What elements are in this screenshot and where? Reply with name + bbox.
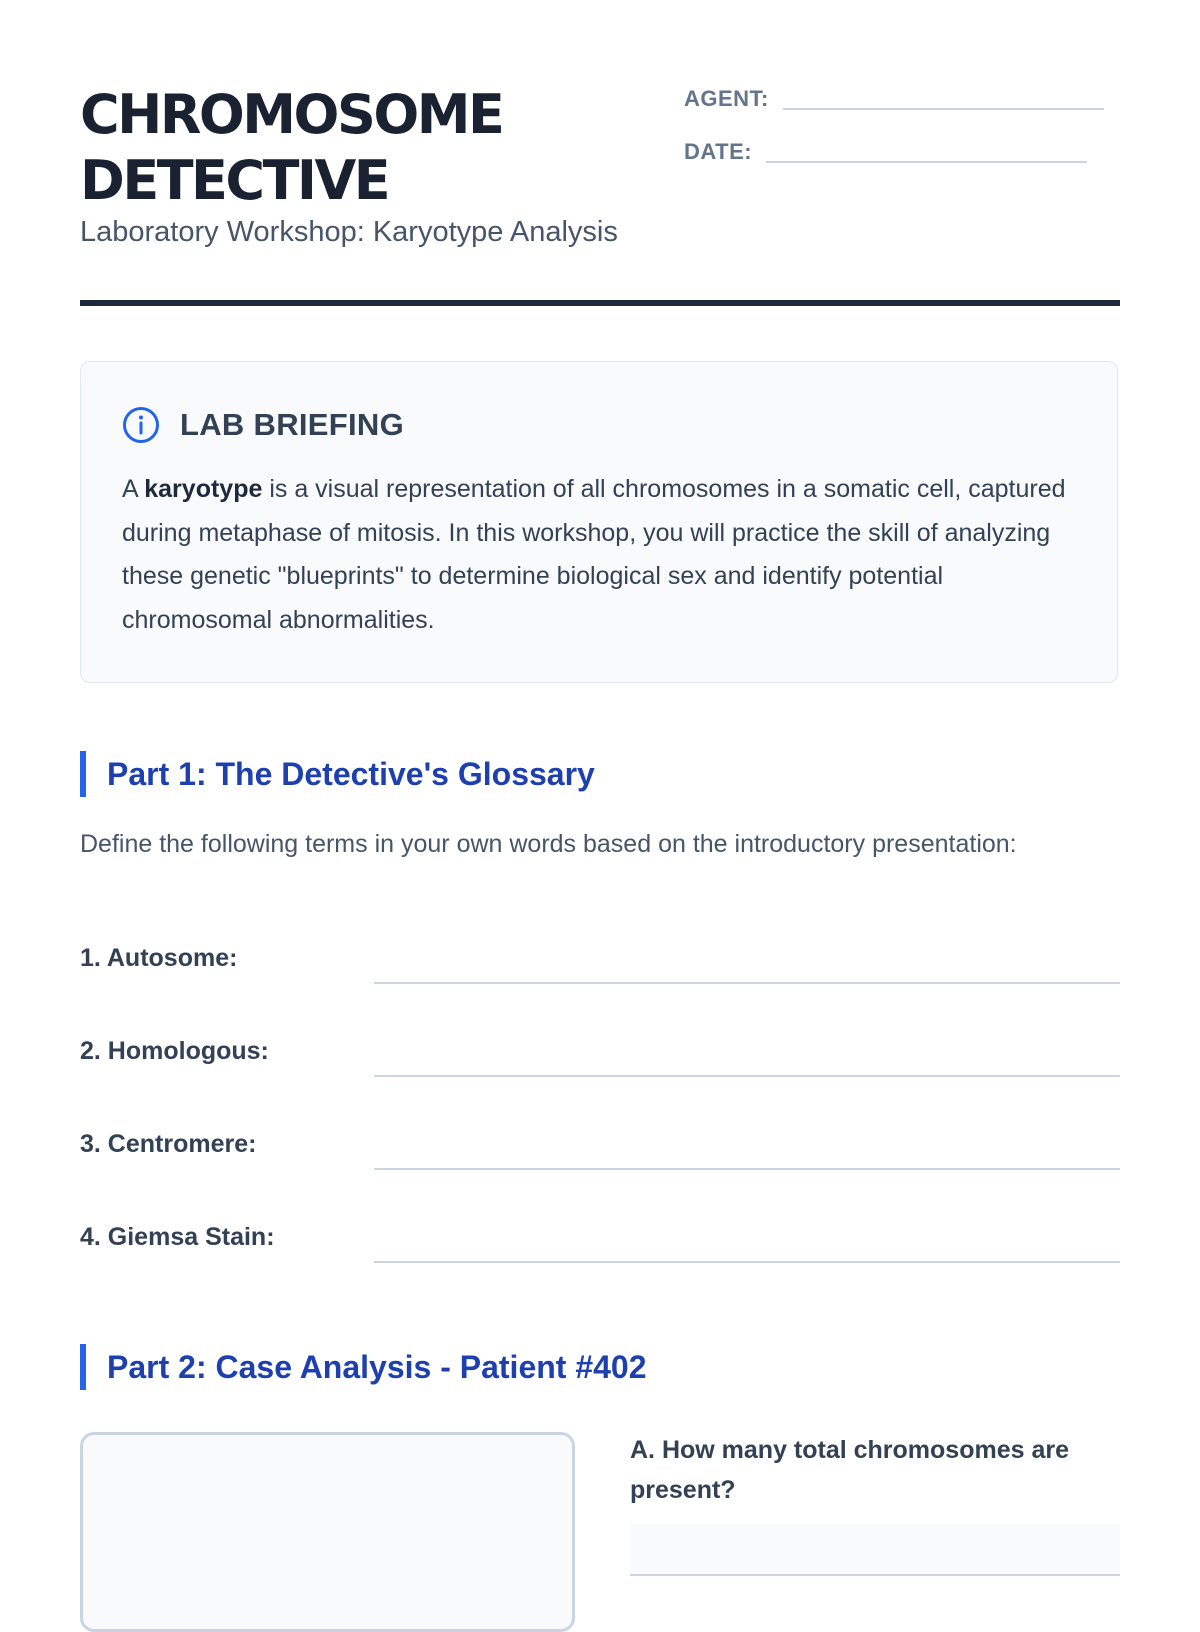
definition-field[interactable] [374,1261,1120,1263]
briefing-text-rest: is a visual representation of all chromosomes in a somatic cell, captured during metaphase of mitosis. In this workshop, you will practice the skill of analyzing these genetic "blueprints" to determine biological sex and identify potential chromosomal abnormalities. [122,475,1066,634]
glossary-item [80,944,1120,984]
part2-heading: Part 2: Case Analysis - Patient #402 [80,1344,647,1390]
definition-field[interactable] [374,982,1120,984]
date-label: DATE: [684,139,753,164]
briefing-title: LAB BRIEFING [180,407,405,442]
term-label: 4. Giemsa Stain: [80,1223,275,1251]
part1-instructions: Define the following terms in your own words based on the introductory presentation: [80,830,1017,858]
date-row [684,139,1087,165]
header-divider [80,300,1120,306]
glossary-item [80,1037,1120,1077]
lab-briefing-panel [80,361,1118,683]
term-label: 2. Homologous: [80,1037,269,1065]
definition-field[interactable] [374,1075,1120,1077]
term-label: 1. Autosome: [80,944,238,972]
page-title [80,82,720,214]
definition-field[interactable] [374,1168,1120,1170]
briefing-text [122,468,1082,642]
title-line-2: DETECTIVE [80,149,389,212]
karyotype-image-panel [80,1432,575,1632]
agent-field[interactable] [783,88,1104,110]
briefing-text-start: A [122,475,145,503]
part1-heading: Part 1: The Detective's Glossary [80,751,595,797]
briefing-header [122,406,404,444]
info-icon [122,406,160,444]
agent-label: AGENT: [684,86,769,111]
answer-field-a[interactable] [630,1524,1120,1576]
page-subtitle: Laboratory Workshop: Karyotype Analysis [80,216,618,248]
glossary-item [80,1130,1120,1170]
worksheet-page [80,0,1120,1600]
briefing-keyword: karyotype [144,475,263,503]
term-label: 3. Centromere: [80,1130,257,1158]
date-field[interactable] [766,141,1087,163]
glossary-item [80,1223,1120,1263]
question-a: A. How many total chromosomes are present? [630,1436,1070,1504]
agent-row [684,86,1104,112]
title-line-1: CHROMOSOME [80,83,503,146]
